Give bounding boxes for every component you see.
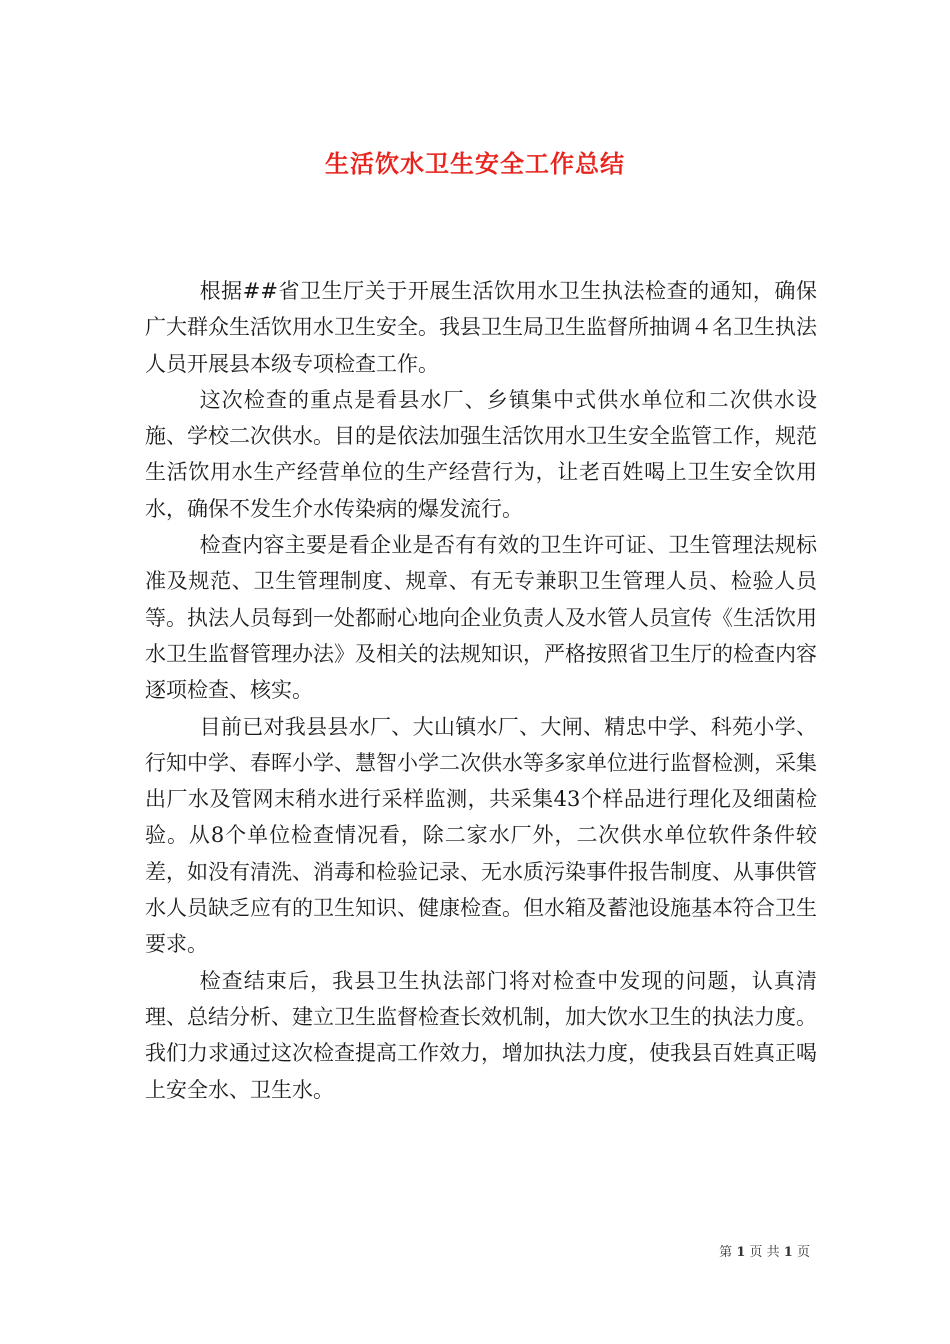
footer-prefix: 第 [719,1245,733,1260]
paragraph-5: 检查结束后，我县卫生执法部门将对检查中发现的问题，认真清理、总结分析、建立卫生监督检查长效机制，加大饮水卫生的执法力度。我们力求通过这次检查提高工作效力，增加执法力度，使我县百姓真正喝上安全水、卫生水。 [145,968,817,1102]
page-footer [719,1244,810,1262]
document-body [145,273,817,1108]
paragraph-3: 检查内容主要是看企业是否有有效的卫生许可证、卫生管理法规标准及规范、卫生管理制度、规章、有无专兼职卫生管理人员、检验人员等。执法人员每到一处都耐心地向企业负责人及水管人员宣传《生活饮用水卫生监督管理办法》及相关的法规知识，严格按照省卫生厅的检查内容逐项检查、核实。 [145,533,817,703]
paragraph-2: 这次检查的重点是看县水厂、乡镇集中式供水单位和二次供水设施、学校二次供水。目的是依法加强生活饮用水卫生安全监管工作，规范生活饮用水生产经营单位的生产经营行为，让老百姓喝上卫生安全饮用水，确保不发生介水传染病的爆发流行。 [145,387,817,521]
paragraph-1: 根据##省卫生厅关于开展生活饮用水卫生执法检查的通知，确保广大群众生活饮用水卫生安全。我县卫生局卫生监督所抽调４名卫生执法人员开展县本级专项检查工作。 [145,279,817,376]
paragraph-4: 目前已对我县县水厂、大山镇水厂、大闸、精忠中学、科苑小学、行知中学、春晖小学、慧智小学二次供水等多家单位进行监督检测，采集出厂水及管网末稍水进行采样监测，共采集43个样品进行理化及细菌检验。从8个单位检查情况看，除二家水厂外，二次供水单位软件条件较差，如没有清洗、消毒和检验记录、无水质污染事件报告制度、从事供管水人员缺乏应有的卫生知识、健康检查。但水箱及蓄池设施基本符合卫生要求。 [145,714,817,957]
footer-middle: 页 共 [749,1245,780,1260]
footer-suffix: 页 [796,1245,810,1260]
document-title: 生活饮水卫生安全工作总结 [325,149,625,179]
footer-total-pages: 1 [783,1245,793,1260]
footer-current-page: 1 [736,1245,746,1260]
